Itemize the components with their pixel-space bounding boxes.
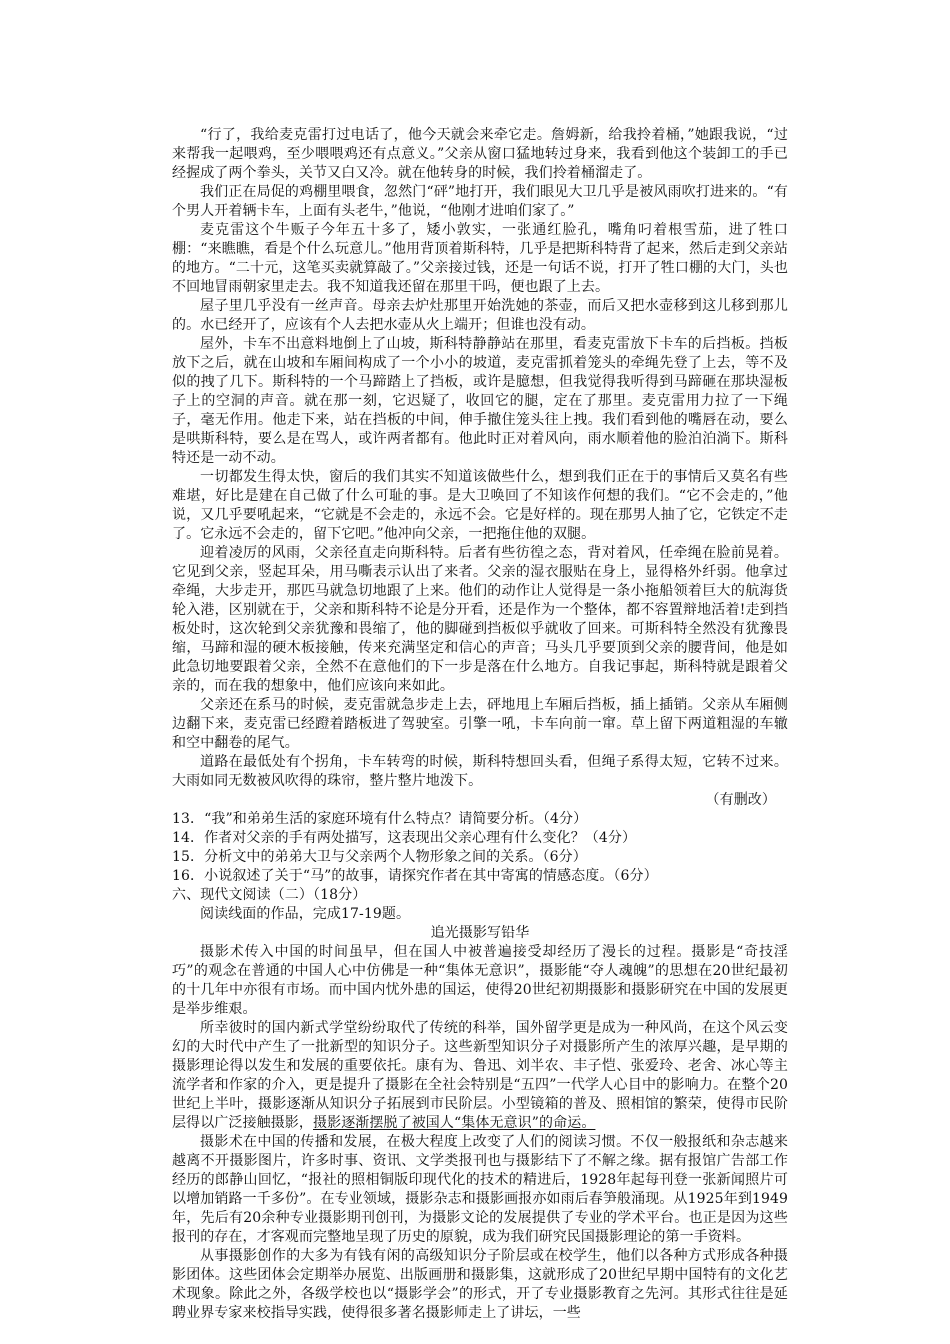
article-paragraph-2-text: 所幸彼时的国内新式学堂纷纷取代了传统的科举，国外留学更是成为一种风尚，在这个风云变幻的大时代中产生了一批新型的知识分子。这些新型知识分子对摄影所产生的浓厚兴趣，是早期的摄影理论得以发生和发展的重要依托。康有为、鲁迅、刘半农、丰子恺、张爱玲、老舍、冰心等主流学者和作家的介入，更是提升了摄影在全社会特别是“五四”一代学人心目中的影响力。在整个20世纪上半叶，摄影逐渐从知识分子拓展到市民阶层。小型镜箱的普及、照相馆的繁荣，使得市民阶层得以广泛接触摄影， <box>172 1020 788 1131</box>
story-paragraph-4: 屋子里几乎没有一丝声音。母亲去炉灶那里开始洗她的茶壶，而后又把水壶移到这儿移到那儿的。水已经开了，应该有个人去把水壶从火上端开；但谁也没有动。 <box>172 298 788 333</box>
article-paragraph-3: 摄影术在中国的传播和发展，在极大程度上改变了人们的阅读习惯。不仅一般报纸和杂志越来越离不开摄影图片，许多时事、资讯、文学类报刊也与摄影结下了不解之缘。据有报馆广告部工作经历的郎静山回忆，“报社的照相铜版印现代化的技术的精进后，1928年起每刊登一张新闻照片可以增加销路一千多份”。在专业领域，摄影杂志和摄影画报亦如雨后春笋般涌现。从1925年到1949年，先后有20余种专业摄影期刊创刊，为摄影文论的发展提供了专业的学术平台。也正是因为这些报刊的存在，才客观而完整地呈现了历史的原貌，成为我们研究民国摄影理论的第一手资料。 <box>172 1134 788 1245</box>
story-paragraph-2: 我们正在局促的鸡棚里喂食，忽然门“砰”地打开，我们眼见大卫几乎是被风雨吹打进来的。“有个男人开着辆卡车，上面有头老牛，”他说，“他刚才进咱们家了。” <box>172 184 788 219</box>
article-paragraph-4: 从事摄影创作的大多为有钱有闲的高级知识分子阶层或在校学生，他们以各种方式形成各种摄影团体。这些团体会定期举办展览、出版画册和摄影集，这就形成了20世纪早期中国特有的文化艺术现象。除此之外，各级学校也以“摄影学会”的形式，开了专业摄影教育之先河。其形式往往是延聘业界专家来校指导实践，使得很多著名摄影师走上了讲坛，一些 <box>172 1248 788 1321</box>
story-paragraph-5: 屋外，卡车不出意料地倒上了山坡，斯科特静静站在那里，看麦克雷放下卡车的后挡板。挡板放下之后，就在山坡和车厢间构成了一个小小的坡道，麦克雷抓着笼头的牵绳先登了上去，等不及似的拽了几下。斯科特的一个马蹄踏上了挡板，或许是臆想，但我觉得我听得到马蹄砸在那块湿板子上的空洞的声音。就在那一刻，它迟疑了，收回它的腿，定在了那里。麦克雷用力拉了一下绳子，毫无作用。他走下来，站在挡板的中间，伸手撤住笼头往上拽。我们看到他的嘴唇在动，要么是哄斯科特，要么是在骂人，或许两者都有。他此时正对着风向，雨水顺着他的脸泊泊淌下。斯科特还是一动不动。 <box>172 336 788 466</box>
article-paragraph-2 <box>172 1019 788 1133</box>
story-paragraph-8: 父亲还在系马的时候，麦克雷就急步走上去，砰地甩上车厢后挡板，插上插销。父亲从车厢侧边翻下来，麦克雷已经蹬着踏板进了驾驶室。引擎一吼，卡车向前一窜。草上留下两道粗湿的车辙和空中翻卷的尾气。 <box>172 697 788 751</box>
section-instruction: 阅读线面的作品，完成17-19题。 <box>200 906 411 922</box>
story-paragraph-6: 一切都发生得太快，窗后的我们其实不知道该做些什么，想到我们正在于的事情后又莫名有些难堪，好比是建在自己做了什么可耻的事。是大卫唤回了不知该作何想的我们。“它不会走的，”他说，又几乎要吼起来，“它就是不会走的，永远不会。它是好样的。现在那男人抽了它，它铁定不走了。它永远不会走的，留下它吧。”他冲向父亲，一把拖住他的双腿。 <box>172 469 788 542</box>
question-15: 15．分析文中的弟弟大卫与父亲两个人物形象之间的关系。（6分） <box>172 849 587 865</box>
story-paragraph-3: 麦克雷这个牛贩子今年五十多了，矮小敦实，一张通红脸孔，嘴角叼着根雪茄，进了牲口棚：“来瞧瞧，看是个什么玩意儿。”他用背顶着斯科特，几乎是把斯科特背了起来，然后走到父亲站的地方。“二十元，这笔买卖就算敲了。”父亲接过钱，还是一句话不说，打开了牲口棚的大门，头也不回地冒雨朝家里走去。我不知道我还留在那里干吗，便也跟了上去。 <box>172 222 788 295</box>
story-paragraph-1: “行了，我给麦克雷打过电话了，他今天就会来牵它走。詹姆新，给我拎着桶，”她跟我说，“过来帮我一起喂鸡，至少喂喂鸡还有点意义。”父亲从窗口猛地转过身来，我看到他这个装卸工的手已经握成了两个拳头，关节又白又冷。就在他转身的时候，我们拎着桶溜走了。 <box>172 127 788 181</box>
article-title: 追光摄影写铅华 <box>430 925 530 941</box>
question-13: 13．“我”和弟弟生活的家庭环境有什么特点？请简要分析。（4分） <box>172 811 588 827</box>
article-paragraph-1: 摄影术传入中国的时间虽早，但在国人中被普遍接受却经历了漫长的过程。摄影是“奇技淫巧”的观念在普通的中国人心中仿佛是一种“集体无意识”，摄影能“夺人魂魄”的思想在20世纪最初的十几年中亦很有市场。而中国内忧外患的国运，使得20世纪初期摄影和摄影研究在中国的发展更是举步维艰。 <box>172 944 788 1017</box>
story-paragraph-9: 道路在最低处有个拐角，卡车转弯的时候，斯科特想回头看，但绳子系得太短，它转不过来。大雨如同无数被风吹得的珠帘，整片整片地泼下。 <box>172 754 788 789</box>
edit-note: （有删改） <box>705 792 776 808</box>
question-16: 16．小说叙述了关于“马”的故事，请探究作者在其中寄寓的情感态度。（6分） <box>172 868 658 884</box>
underlined-sentence: 摄影逐渐摆脱了被国人“集体无意识”的命运。 <box>313 1115 596 1131</box>
question-14: 14．作者对父亲的手有两处描写，这表现出父亲心理有什么变化？（4分） <box>172 830 637 846</box>
section-heading: 六、现代文阅读（二）（18分） <box>172 887 367 903</box>
document-page <box>172 126 788 1323</box>
story-paragraph-7: 迎着凌厉的风雨，父亲径直走向斯科特。后者有些彷徨之态，背对着风，任牵绳在脸前晃着。它见到父亲，竖起耳朵，用马嘶表示认出了来者。父亲的湿衣服贴在身上，显得格外纤弱。他拿过牵绳，大步走开，那匹马就急切地跟了上来。他们的动作让人觉得是一条小拖船领着巨大的航海货轮入港，区别就在于，父亲和斯科特不论是分开看，还是作为一个整体，都不容置辩地活着!走到挡板处时，这次轮到父亲犹豫和畏缩了，他的脚碰到挡板似乎就收了回来。可斯科特全然没有犹豫畏缩，马蹄和湿的硬木板接触，传来充满坚定和信心的声音；马头几乎要顶到父亲的腰背间，他是如此急切地要跟着父亲，全然不在意他们的下一步是落在什么地方。自我记事起，斯科特就是跟着父亲的，而在我的想象中，他们应该向来如此。 <box>172 545 788 694</box>
